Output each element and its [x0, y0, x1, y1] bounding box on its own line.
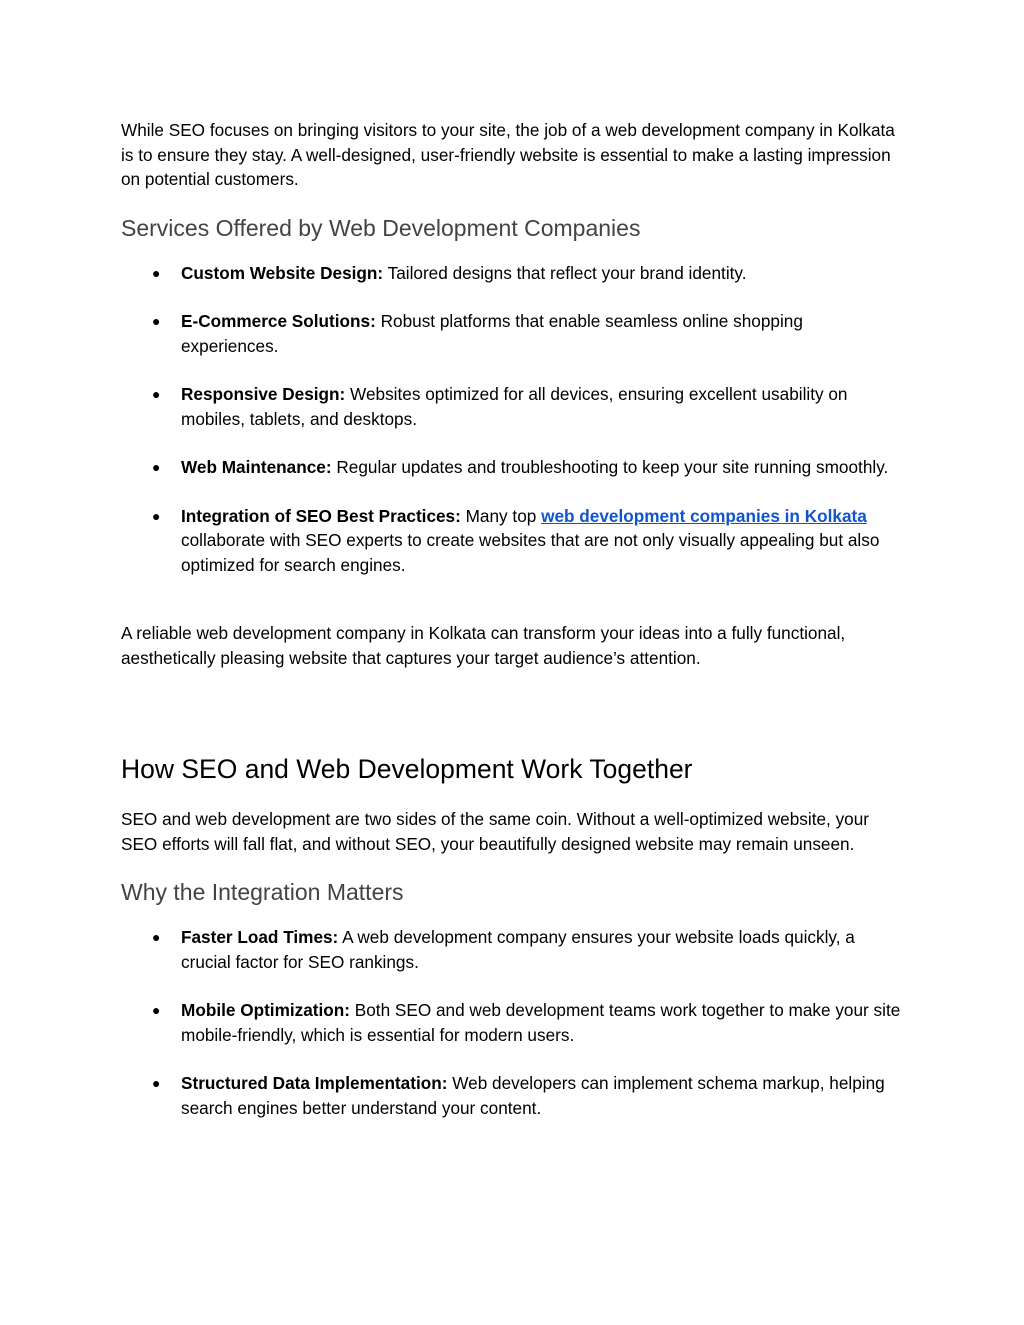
list-item: [121, 309, 901, 358]
list-item: [121, 998, 901, 1047]
item-text: Both SEO and web development teams work together to make your site mobile-friendly, which is essential for modern users.: [181, 1000, 901, 1045]
bullet-icon: ●: [152, 264, 161, 281]
intro-paragraph: While SEO focuses on bringing visitors to your site, the job of a web development company in Kolkata is to ensure they stay. A well-designed, user-friendly website is essential to make a lasting impression on potential customers.: [121, 120, 895, 189]
integration-heading: Why the Integration Matters: [121, 879, 404, 905]
item-text: collaborate with SEO experts to create websites that are not only visually appealing but also optimized for search engines.: [181, 530, 880, 575]
bullet-icon: ●: [152, 1002, 161, 1018]
bullet-icon: ●: [152, 507, 161, 524]
item-label: Responsive Design:: [181, 384, 346, 404]
item-label: E-Commerce Solutions:: [181, 311, 376, 331]
bullet-icon: ●: [152, 1075, 161, 1091]
item-label: Web Maintenance:: [181, 457, 332, 477]
list-item: [121, 261, 901, 286]
services-heading: Services Offered by Web Development Companies: [121, 214, 641, 241]
bullet-icon: ●: [152, 929, 161, 945]
list-item: [121, 455, 901, 480]
item-label: Mobile Optimization:: [181, 1000, 350, 1020]
item-text: Many top: [460, 505, 542, 526]
list-item: [121, 504, 901, 578]
list-item: [121, 925, 901, 974]
bullet-icon: ●: [152, 313, 161, 329]
document-page: [121, 118, 901, 1120]
item-label: Custom Website Design:: [181, 262, 384, 283]
item-label: Faster Load Times:: [181, 927, 339, 947]
bullet-icon: ●: [152, 386, 161, 402]
together-paragraph: SEO and web development are two sides of the same coin. Without a well-optimized website, your SEO efforts will fall flat, and without SEO, your beautifully designed website may remain unseen.: [121, 809, 870, 854]
services-closing-paragraph: A reliable web development company in Kolkata can transform your ideas into a fully functional, aesthetically pleasing website that captures your target audience’s attention.: [121, 623, 846, 668]
item-text: Tailored designs that reflect your brand identity.: [383, 262, 747, 283]
list-item: [121, 1071, 901, 1120]
together-heading: How SEO and Web Development Work Together: [121, 754, 693, 784]
bullet-icon: ●: [152, 459, 161, 475]
item-label: Integration of SEO Best Practices:: [181, 505, 461, 526]
services-list: [121, 261, 901, 578]
item-text: A web development company ensures your website loads quickly, a crucial factor for SEO rankings.: [181, 927, 855, 972]
item-text: Websites optimized for all devices, ensuring excellent usability on mobiles, tablets, and desktops.: [181, 384, 848, 429]
integration-list: [121, 925, 901, 1120]
web-dev-companies-link[interactable]: web development companies in Kolkata: [541, 505, 867, 526]
item-text: Regular updates and troubleshooting to keep your site running smoothly.: [331, 457, 889, 477]
item-label: Structured Data Implementation:: [181, 1073, 448, 1093]
list-item: [121, 382, 901, 431]
item-text: Web developers can implement schema markup, helping search engines better understand your content.: [181, 1073, 885, 1118]
item-text: Robust platforms that enable seamless online shopping experiences.: [181, 311, 803, 356]
